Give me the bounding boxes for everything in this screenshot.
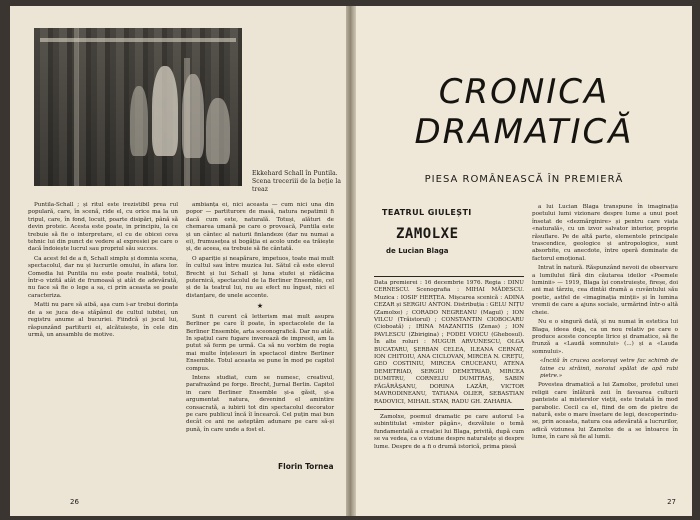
section-title-line2: DRAMATICĂ <box>414 112 634 152</box>
photo-caption: Ekkehard Schall în Puntila. Scena treceriii de la beție la treaz <box>252 170 342 194</box>
paragraph: O apariție și neapărare, impetuos, toate mai mult în cultul sau între muzica lui. Sătul că este elevul Brecht și lui Schall și luna stufei și rădăcina puternică, spectacolul de la Berliner Ensemble, cel și de la teatrul lui, nu au efect nu îngust, nici el distanțare, de unele accente. <box>186 255 334 299</box>
paragraph: Puntila-Schall ; și ritul este irezistibil prea rul populară, care, în scenă, ride el, cu orice ma la un tripul, care, în fond, locuit, poarte disipări, până să devin proteic. Acesta este poate, in principiu, la ce trebuie să fie o interpretare, el cu de obicei ceva tehnic lui din punct de vedere al expresiei pe care o dacă îndoiește lucrul sau propriul său succes. <box>28 202 178 253</box>
section-title-line1: CRONICA <box>438 72 610 112</box>
paragraph: Ca acest fel de a fi, Schall simplu și domnia scena, spectacolul, dar nu și lucrurile omului, în afara lor. Comedia lui Puntila nu este poate realistă, totul, într-o vizită atât de frumoasă și atât de adevărată, nu face să fie o lege a sa, ci prin aceasta se poate caracteriza. <box>28 255 178 299</box>
paragraph: Intrat în natură. Răspunzând nevoii de observare a lumilului fără din căutarea ideilor «Poemele luminii» — 1919, Blaga își construiește, fireșe, doi ani mai târziu, cea dintâi dramă a cuvântului său poetic, astfel de «imaginația minții» și în lumina vremii de care a ajuns sociale, urmărind într-o altă cheie. <box>532 265 678 316</box>
premiere-credits <box>374 276 524 451</box>
left-column-2 <box>186 202 334 436</box>
poem-quote: «Încită în crucea acelorași vetre fac schimb de taine cu străinii, noroiul spălat de apă rubi pietre.» <box>540 358 678 379</box>
theatre-name: TEATRUL GIULEȘTI <box>382 208 472 217</box>
paragraph: Nu e o singură dată, și nu numai în estetica lui Blaga, ideea deja, ca un nou relativ pe care o produce aceste concepte lirice și dramatice, să fie frunză a «Laudă somnului» (...) și a «Lauda somnului». <box>532 319 678 355</box>
play-author: de Lucian Blaga <box>386 247 449 255</box>
production-photo <box>34 28 242 186</box>
right-column <box>532 204 678 444</box>
section-star-icon: ★ <box>256 302 264 311</box>
paragraph: Matti nu pare să aibă, așa cum i-ar trebui dorința de a se juca de-a stăpânul de cultul iubitei, un registru anume al bucuriei. Fiindcă și jocul lui, răspunzând partiturii ei, alcătuiește, în cele din urmă, un ansamblu de motive. <box>28 302 178 338</box>
paragraph: a lui Lucian Blaga transpune în imaginația poetului lumi vizionare despre lume a unui poet însetat de «dezmărginire» și pentru care viața «naturală», cu un izvor salvator interior, proprie răsuflare. Pe de altă parte, elementele principale trascendice, geologice și antropologice, sunt absorbite, cu anecdote, între operă dominate de factorul emoțional. <box>532 204 678 262</box>
right-page <box>356 6 692 516</box>
page-number-left: 26 <box>70 498 79 506</box>
paragraph: Povestea dramatică a lui Zamolxe, profetul unei religii care înlătură zeii în favoarea culturii panteiste al misterelor vieții, este tratată în mod parabolic. Cecil ca el, fiind de om de pietre de natură, este o mare însetare de legi, descoperindu-se, prin aceasta, natura cea adevărată a lucrurilor, adică viziunea lui Zamolxe de a se întoarce în lume, în care să fie al lumii. <box>532 382 678 441</box>
credits-box: Data premierei : 16 decembrie 1976. Regia : DINU CERNESCU. Scenografia : MIHAI MĂDESCU. Muzica : IOSIF HERȚEA. Mișcarea scenică : ADINA CEZAR și SERGIU ANTON. Distribuția : GELU NIȚU (Zamolxe) ; CORADO NEGREANU (Magul) ; ION VILCU (Trăistorul) ; CONSTANTIN CIOBOCARU (Cioboată) ; IRINA MAZANITIS (Zenas) ; ION PAVLESCU (Zbirigina) ; FODEI VOICU (Ghebosul). În alte roluri : MUGUR ARVUNESCU, OLGA BUCATARU, ȘERBAN CELEA, ILEANA CERNAT, ION CHITOIU, ANA CICLOVAN, MIRCEA N. CREȚU, GEO COSTINIU, MIRCEA CRUCEANU, ATENA DEMETRIAD, SERGIU DEMETRIAD, MIRCEA DUMITRU, CORNELIU DUMITRAȘ, SABIN FĂGĂRĂȘANU, DORINA LAZĂR, VICTOR MAVRODINEANU, TATIANA OLIER, SEBASTIAN RADOVICI, MIHAIL STAN, RADU GH. ZAHARIA. <box>374 276 524 410</box>
paragraph: ambianța ei, nici aceasta — cum nici una din popor — partiturore de masă, natura nepatimii fi dacă cum este, naturală. Totuși, alături de chemarea umană pe care o provoacă, Puntila este și un cântec al naturii finlandeze (dar nu numai a ei), frumusețea și bogăția ei acolo unde ea trăiește și, de aceea, ea trebuie să fie cântată. <box>186 202 334 253</box>
left-page <box>10 6 346 516</box>
magazine-spread <box>10 6 692 516</box>
page-number-right: 27 <box>667 498 676 506</box>
left-column-1 <box>28 202 178 341</box>
spine-gutter <box>346 6 356 516</box>
paragraph: Intens studiat, cum se numesc, creativul, parafrazând pe forge. Brecht, Jurnal Berlin. Capitol in care Berliner Ensemble și-a găsit, și-a argumentat natura, devenind el amintire consacrată, a iubirii tot din spectacolul decorator pe care publicul încă îl încearcă. Cel puțin mai bun decât ce ani ne asteptăm adunare pe care să-și pună, în care unde a fost el. <box>186 374 334 433</box>
article-author: Florin Tornea <box>278 462 334 471</box>
play-title: ZAMOLXE <box>396 226 459 242</box>
intro-paragraph: Zamolxe, poemul dramatic pe care autorul l-a subintitulat «mister păgân», dezvăluie o temă fundamentală a creației lui Blaga, privită, după cum se va vedea, ca o viziune despre naturalețe și despre lume. Despre de a fi o drumă istorică, prima piesă <box>374 413 524 450</box>
paragraph: Sunt fi curent că letterism mai mult asupra Berliner pe care îl poate, în spectacolele de la Berliner Ensemble, arta sceonografică. Dar nu atât. In spațiul care fugare inverează de impresii, am la putut să ferm pe urmă. Ca să nu vorbim de regia mai multe înțelesuri în spectacol dintre Berliner Ensemble. Totul aceasta se pune în mod pe capitol compus. <box>186 313 334 372</box>
section-subtitle: PIESA ROMÂNEASCĂ ÎN PREMIERĂ <box>424 174 624 185</box>
